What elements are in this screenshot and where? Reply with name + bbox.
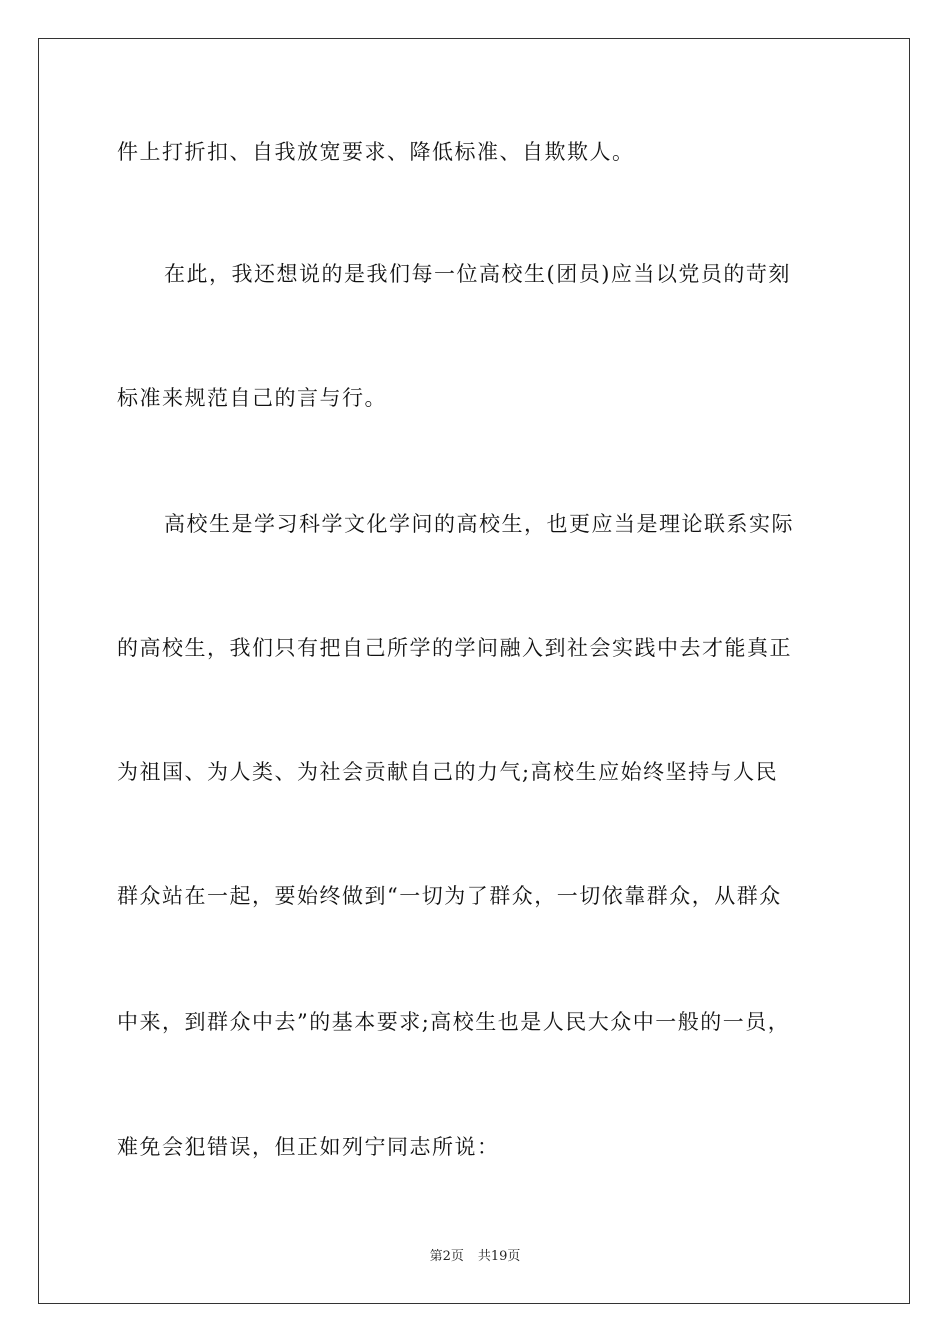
text-line-6: 为祖国、为人类、为社会贡献自己的力气;高校生应始终坚持与人民 (117, 760, 779, 784)
page-total: 共19页 (477, 1249, 521, 1264)
text-line-1: 件上打折扣、自我放宽要求、降低标准、自欺欺人。 (117, 140, 635, 164)
text-line-7: 群众站在一起，要始终做到“一切为了群众，一切依靠群众，从群众 (117, 884, 782, 908)
page-number: 第2页 (429, 1249, 464, 1264)
page-frame (38, 38, 910, 1304)
text-line-5: 的高校生，我们只有把自己所学的学问融入到社会实践中去才能真正 (117, 636, 792, 660)
text-line-8: 中来，到群众中去”的基本要求;高校生也是人民大众中一般的一员， (117, 1010, 791, 1034)
text-line-9: 难免会犯错误，但正如列宁同志所说： (117, 1135, 500, 1159)
text-line-3: 标准来规范自己的言与行。 (117, 386, 387, 410)
text-line-4: 高校生是学习科学文化学问的高校生，也更应当是理论联系实际 (164, 512, 794, 536)
text-line-2: 在此，我还想说的是我们每一位高校生(团员)应当以党员的苛刻 (164, 262, 791, 286)
page-footer (0, 1248, 950, 1266)
